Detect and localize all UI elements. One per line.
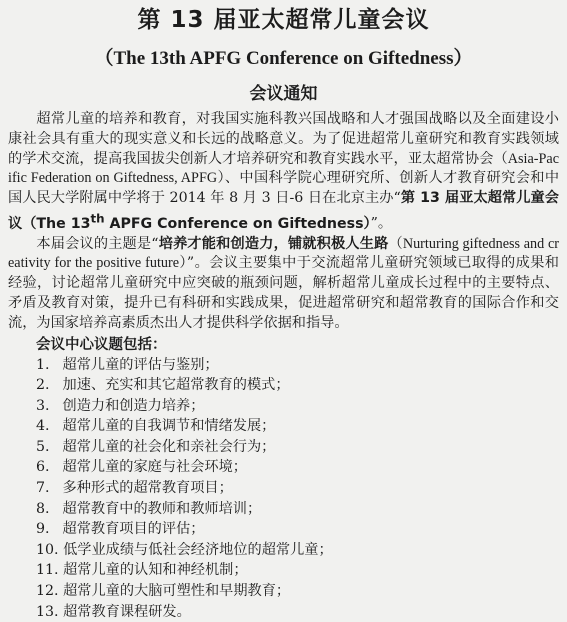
topic-number: 13.: [36, 602, 59, 622]
topic-number: 5.: [36, 437, 58, 458]
topic-item: [36, 581, 559, 602]
topic-item: [36, 540, 559, 561]
document-title: 第 13 届亚太超常儿童会议: [8, 4, 559, 36]
topic-item: [36, 478, 559, 499]
topic-text: 创造力和创造力培养；: [63, 398, 205, 414]
conference-name-en: APFG Conference on Giftedness）: [105, 216, 371, 232]
topic-item: [36, 375, 559, 396]
topic-text: 超常教育项目的评估；: [63, 521, 205, 537]
topic-number: 9.: [36, 519, 58, 540]
topic-item: [36, 519, 559, 540]
theme-paragraph: [8, 235, 559, 334]
topic-text: 超常儿童的评估与鉴别；: [63, 357, 219, 373]
topic-item: [36, 355, 559, 376]
intro-text-2: ）、中国科学院心理研究所、创新人才教育研究会和中国人民大学附属中学将于 2014 年 8 月 3 日-6 日在北京主办“: [8, 170, 559, 206]
topic-text: 低学业成绩与低社会经济地位的超常儿童；: [63, 542, 333, 558]
conference-ordinal-suffix: th: [90, 211, 104, 225]
topic-number: 6.: [36, 457, 58, 478]
topics-heading: 会议中心议题包括：: [36, 335, 559, 355]
topics-list: [8, 355, 559, 622]
topic-item: [36, 560, 559, 581]
topic-text: 加速、充实和其它超常教育的模式；: [63, 377, 290, 393]
topic-item: [36, 602, 559, 622]
topic-text: 超常教育课程研发。: [63, 604, 191, 620]
intro-text-1: 超常儿童的培养和教育，对我国实施科教兴国战略和人才强国战略以及全面建设小康社会具有重大的现实意义和长远的战略意义。为了促进超常儿童研究和教育实践领域的学术交流，提高我国拔尖创新人才培养研究和教育实践水平，亚太超常协会（: [8, 111, 559, 167]
topic-number: 1.: [36, 355, 58, 376]
notice-heading: 会议通知: [8, 82, 559, 106]
theme-english: Nurturing giftedness and creativity for the positive future: [8, 236, 559, 272]
topic-number: 8.: [36, 499, 58, 520]
topic-number: 10.: [36, 540, 59, 561]
theme-text-3: ）”。会议主要集中于交流超常儿童研究领域已取得的成果和经验，讨论超常儿童研究中应突破的瓶颈问题，解析超常儿童成长过程中的主要特点、矛盾及教育对策，提升已有科研和实践成果，促进超常研究和超常教育的国际合作和交流，为国家培养高素质杰出人才提供科学依据和指导。: [8, 255, 559, 330]
theme-text-1: 本届会议的主题是“: [36, 236, 158, 252]
theme-text-2: （: [388, 236, 402, 252]
topic-number: 11.: [36, 560, 59, 581]
topic-item: [36, 457, 559, 478]
topic-number: 3.: [36, 396, 58, 417]
theme-chinese: 培养才能和创造力，铺就积极人生路: [159, 236, 389, 252]
topic-item: [36, 499, 559, 520]
topic-number: 7.: [36, 478, 58, 499]
topic-text: 超常儿童的家庭与社会环境；: [63, 459, 247, 475]
intro-text-3: ”。: [371, 216, 392, 232]
topic-item: [36, 416, 559, 437]
intro-paragraph: [8, 110, 559, 235]
org-name-english: Asia-Pacific Federation on Giftedness, APFG: [8, 151, 559, 187]
topic-text: 超常儿童的社会化和亲社会行为；: [63, 439, 276, 455]
topic-item: [36, 396, 559, 417]
conference-name-cn: 第 13 届亚太超常儿童会议（The 13: [8, 190, 559, 232]
topic-text: 超常儿童的大脑可塑性和早期教育；: [63, 583, 290, 599]
topic-text: 多种形式的超常教育项目；: [63, 480, 233, 496]
document-subtitle: （The 13th APFG Conference on Giftedness）: [8, 46, 559, 72]
topic-text: 超常儿童的认知和神经机制；: [63, 562, 247, 578]
topic-number: 2.: [36, 375, 58, 396]
topic-number: 4.: [36, 416, 58, 437]
topic-item: [36, 437, 559, 458]
topic-text: 超常儿童的自我调节和情绪发展；: [63, 418, 276, 434]
topic-text: 超常教育中的教师和教师培训；: [63, 501, 262, 517]
topic-number: 12.: [36, 581, 59, 602]
